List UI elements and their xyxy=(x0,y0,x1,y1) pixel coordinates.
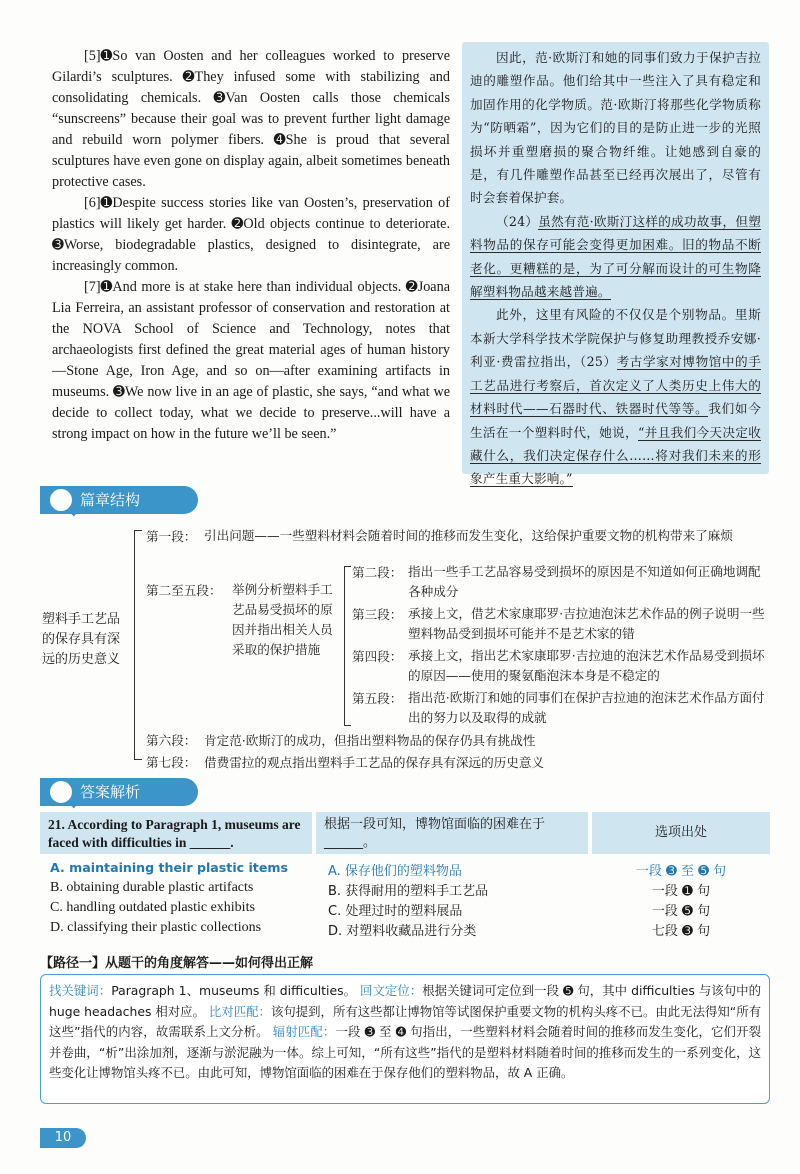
question-marker-24: （24） xyxy=(496,213,539,229)
question-table xyxy=(40,812,770,946)
s1-label: 第一段： xyxy=(146,529,197,544)
question-stem-cn: 根据一段可知，博物馆面临的困难在于______。 xyxy=(324,817,546,850)
option-c-cn: C. 处理过时的塑料展品 xyxy=(328,904,463,919)
keyword-find: 找关键词： xyxy=(49,983,112,998)
section-header-answer: 答案解析 xyxy=(40,778,198,806)
english-paragraph-5: [5]➊So van Oosten and her colleagues worked to preserve Gilardi’s sculptures. ➋They infused some with stabilizing and consolidating chemicals. ➌Van Oosten calls those chemicals “sunscreens” because their goal was to prevent further light damage and rebuild worn polymer fibers. ➍She is proud that several sculptures have even gone on display again, albeit sometimes beneath protective cases. xyxy=(52,48,450,190)
question-stem-cn-cell xyxy=(316,812,588,854)
page-number: 10 xyxy=(54,1130,72,1145)
question-marker-25: （25） xyxy=(579,354,617,370)
option-d-en: D. classifying their plastic collections xyxy=(50,920,262,935)
ref-header-cell xyxy=(592,812,770,854)
s25-label: 第二至五段： xyxy=(146,583,222,598)
keyword-locate: 回文定位： xyxy=(360,983,423,998)
chinese-paragraph-7: 此外，这里有风险的不仅仅是个别物品。里斯本新大学科学技术学院保护与修复助理教授乔安娜·利亚·费雷拉指出，（25）考古学家对博物馆中的手工艺品进行考察后，首次定义了人类历史上伟大的材料时代——石器时代、铁器时代等等。我们如今生活在一个塑料时代，她说，“并且我们今天决定收藏什么，我们决定保存什么……将对我们未来的形象产生重大影响。” xyxy=(470,307,762,487)
page-number-tab xyxy=(40,1128,86,1148)
s1-text: 引出问题——一些塑料材料会随着时间的推移而发生变化，这给保护重要文物的机构带来了麻烦 xyxy=(204,528,733,543)
question-stem-en-cell xyxy=(40,812,312,854)
underlined-sentence-24: 虽然有范·欧斯汀这样的成功故事，但塑料物品的保存可能会变得更加困难。旧的物品不断老化。更糟糕的是，为了可分解而设计的可生物降解塑料物品越来越普遍。 xyxy=(470,213,762,300)
path-title: 【路径一】从题干的角度解答——如何得出正解 xyxy=(40,956,314,971)
english-paragraph-7: [7]➊And more is at stake here than individual objects. ➋Joana Lia Ferreira, an assistant professor of conservation and restoration at the NOVA School of Science and Technology, notes that archaeologists first defined the great material ages of human history—Stone Age, Iron Age, and so on—after examining artifacts in museums. ➌We now live in an age of plastic, she says, “and what we decide to collect today, what we decide to preserve...will have a strong impact on how in the future we’ll be seen.” xyxy=(52,279,450,442)
path-explanation-box xyxy=(40,974,770,1104)
chinese-paragraph-5: 因此，范·欧斯汀和她的同事们致力于保护吉拉迪的雕塑作品。他们给其中一些注入了具有稳定和加固作用的化学物质。范·欧斯汀将那些化学物质称为“防晒霜”，因为它们的目的是防止进一步的光照损坏并重塑磨损的聚合物纤维。让她感到自豪的是，有几件雕塑作品甚至已经再次展出了，尽管有时会套着保护套。 xyxy=(470,50,761,206)
s6-label: 第六段： xyxy=(146,733,197,748)
s25-text: 举例分析塑料手工艺品易受损坏的原因并指出相关人员采取的保护措施 xyxy=(232,582,333,657)
magnifier-icon xyxy=(48,779,74,805)
s4-text: 承接上文，指出艺术家康耶罗·吉拉迪的泡沫艺术作品易受到损坏的原因——使用的聚氨酯泡沫本身是不稳定的 xyxy=(408,648,765,683)
option-d-cn: D. 对塑料收藏品进行分类 xyxy=(328,924,477,939)
option-b-cn: B. 获得耐用的塑料手工艺品 xyxy=(328,884,489,899)
english-paragraph-6: [6]➊Despite success stories like van Oosten’s, preservation of plastics will likely get harder. ➋Old objects continue to deteriorate. ➌Worse, biodegradable plastics, designed to disintegrate, are increasingly common. xyxy=(52,195,450,274)
s2-label: 第二段： xyxy=(352,565,403,580)
keyword-compare: 比对匹配： xyxy=(208,1003,271,1019)
underlined-quote: “并且我们今天决定收藏什么，我们决定保存什么……将对我们未来的形象产生重大影响。” xyxy=(470,424,761,487)
ref-header: 选项出处 xyxy=(654,825,707,840)
s4-label: 第四段： xyxy=(352,649,403,664)
option-b-en: B. obtaining durable plastic artifacts xyxy=(50,880,254,895)
sub-brace xyxy=(344,566,351,726)
option-c-ref: 一段 ➎ 句 xyxy=(651,904,711,919)
option-c-en: C. handling outdated plastic exhibits xyxy=(50,900,255,915)
s3-text: 承接上文，借艺术家康耶罗·吉拉迪泡沫艺术作品的例子说明一些塑料物品受到损坏可能并不是艺术家的错 xyxy=(408,606,765,641)
keyword-radiate: 辐射匹配： xyxy=(272,1024,336,1039)
option-a-cn: A. 保存他们的塑料物品 xyxy=(328,864,462,879)
s3-label: 第三段： xyxy=(352,607,403,622)
option-d-ref: 七段 ➌ 句 xyxy=(651,924,711,939)
s7-label: 第七段： xyxy=(146,755,197,770)
option-a-ref: 一段 ➌ 至 ➎ 句 xyxy=(635,864,727,879)
s5-label: 第五段： xyxy=(352,691,403,706)
s5-text: 指出范·欧斯汀和她的同事们在保护吉拉迪的泡沫艺术作品方面付出的努力以及取得的成就 xyxy=(408,690,765,725)
section-header-structure: 篇章结构 xyxy=(40,486,198,514)
root-brace xyxy=(134,530,142,760)
path-explanation: 找关键词：Paragraph 1、museums 和 difficulties。 回文定位：根据关键词可定位到一段 ➎ 句，其中 difficulties 与该句中的 huge headaches 相对应。 比对匹配：该句提到，所有这些都让博物馆等试图保护重要文物的机构头疼不已。由此无法得知“所有这些”指代的内容，故需联系上文分析。 辐射匹配：一段 ➌ 至 ➍ 句指出，一些塑料材料会随着时间的推移而发生变化，它们开裂并卷曲，“析”出涂加剂，逐渐与淤泥融为一体。综上可知，“所有这些”指代的是塑料材料随着时间的推移而发生的一系列变化，这些变化让博物馆头疼不已。由此可知，博物馆面临的困难在于保存他们的塑料物品，故 A 正确。 xyxy=(49,983,761,1080)
s7-text: 借费雷拉的观点指出塑料手工艺品的保存具有深远的历史意义 xyxy=(204,755,545,770)
s2-text: 指出一些手工艺品容易受到损坏的原因是不知道如何正确地调配各种成分 xyxy=(408,564,761,599)
option-a-en: A. maintaining their plastic items xyxy=(50,860,288,875)
question-stem-en: 21. According to Paragraph 1, museums are faced with difficulties in ______. xyxy=(48,817,301,850)
option-b-ref: 一段 ➊ 句 xyxy=(651,884,711,899)
structure-root: 塑料手工艺品的保存具有深远的历史意义 xyxy=(42,612,121,667)
s6-text: 肯定范·欧斯汀的成功，但指出塑料物品的保存仍具有挑战性 xyxy=(204,733,536,748)
underlined-sentence-25: 考古学家对博物馆中的手工艺品进行考察后，首次定义了人类历史上伟大的材料时代——石器时代、铁器时代等等。 xyxy=(470,354,762,417)
